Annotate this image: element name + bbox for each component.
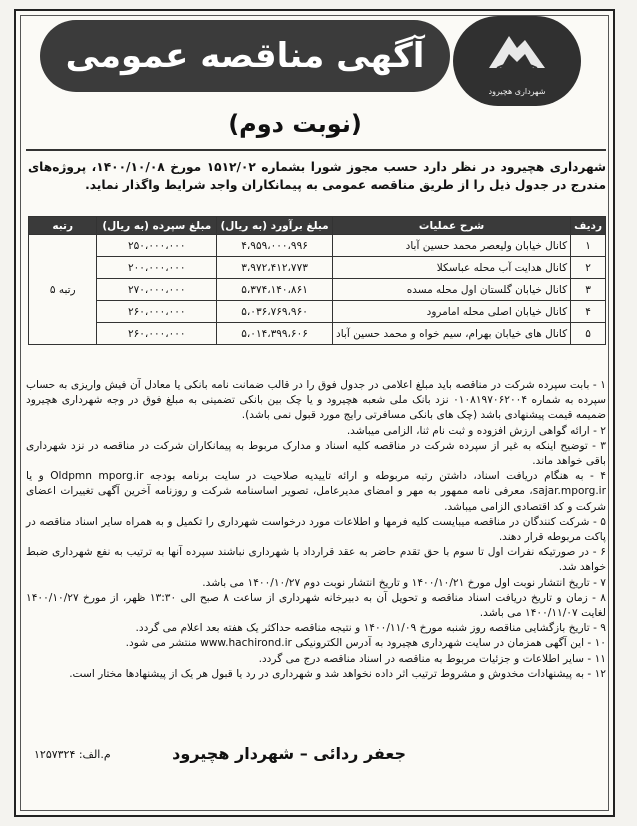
notice-header [28, 16, 588, 108]
row-estimate: ۳،۹۷۲،۴۱۲،۷۷۳ [217, 257, 333, 279]
row-estimate: ۴،۹۵۹،۰۰۰،۹۹۶ [217, 235, 333, 257]
mountain-icon [487, 28, 547, 72]
table-row [29, 301, 606, 323]
intro-paragraph: شهرداری هچیرود در نظر دارد حسب مجوز شورا بشماره ۱۵۱۲/۰۲ مورخ ۱۴۰۰/۱۰/۰۸، پروژه‌های مندرج در جدول ذیل را از طریق مناقصه عمومی به پیمانکاران واجد شرایط واگذار نماید. [28, 160, 606, 192]
row-description: کانال هدایت آب محله عباسکلا [333, 257, 571, 279]
notice-footer [26, 744, 606, 774]
term-item: ۷ - تاریخ انتشار نوبت اول مورخ ۱۴۰۰/۱۰/۲۱ و تاریخ انتشار نوبت دوم ۱۴۰۰/۱۰/۲۷ می باشد. [202, 576, 606, 589]
term-item: ۴ - به هنگام دریافت اسناد، داشتن رتبه مربوطه و ارائه تاییدیه صلاحیت در سایت برنامه بودجه Oldpmn mporg.ir و یا sajar.mporg.ir، معرفی نامه ممهور به مهر و امضای مدیرعامل، تصویر اساسنامه شرکت و روزنامه آخرین آگهی تغییرات اعضای شرکت و کد اقتصادی الزامی میباشد. [26, 470, 606, 513]
row-estimate: ۵،۳۷۴،۱۴۰،۸۶۱ [217, 279, 333, 301]
col-rank-header: رتبه [29, 217, 97, 235]
col-row-header: ردیف [571, 217, 606, 235]
table-header-row [29, 217, 606, 235]
term-item: ۲ - ارائه گواهی ارزش افزوده و ثبت نام ثنا، الزامی میباشد. [346, 424, 606, 437]
term-item: ۱۲ - به پیشنهادات مخدوش و مشروط ترتیب اثر داده نخواهد شد و شهرداری در رد یا قبول هر یک از پیشنهادها مختار است. [69, 667, 606, 680]
row-deposit: ۲۷۰،۰۰۰،۰۰۰ [97, 279, 217, 301]
row-deposit: ۲۰۰،۰۰۰،۰۰۰ [97, 257, 217, 279]
table-row [29, 235, 606, 257]
row-description: کانال خیابان ولیعصر محمد حسین آباد [333, 235, 571, 257]
row-deposit: ۲۶۰،۰۰۰،۰۰۰ [97, 323, 217, 345]
table-row [29, 257, 606, 279]
row-deposit: ۲۶۰،۰۰۰،۰۰۰ [97, 301, 217, 323]
municipality-logo [453, 16, 581, 106]
term-item: ۵ - شرکت کنندگان در مناقصه میبایست کلیه فرمها و اطلاعات مورد درخواست شهرداری را تکمیل و به همراه سایر اسناد مناقصه در پاکت مربوطه قرار دهند. [26, 515, 606, 544]
term-item: ۶ - در صورتیکه نفرات اول تا سوم با حق تقدم حاضر به عقد قرارداد با شهرداری نباشند سپرده آنها به ترتیب به نفع شهرداری ضبط خواهد شد. [26, 546, 606, 574]
contractor-rank: رتبه ۵ [29, 235, 97, 345]
term-item: ۳ - توضیح اینکه به غیر از سپرده شرکت در مناقصه کلیه اسناد و مدارک مربوط به پیمانکاران شرکت در مناقصه در نزد شهرداری باقی خواهد ماند. [26, 439, 606, 468]
col-deposit-header: مبلغ سپرده (به ریال) [97, 217, 217, 235]
row-number: ۴ [571, 301, 606, 323]
row-description: کانال خیابان گلستان اول محله مسده [333, 279, 571, 301]
row-deposit: ۲۵۰،۰۰۰،۰۰۰ [97, 235, 217, 257]
projects-table [28, 216, 606, 345]
row-number: ۲ [571, 257, 606, 279]
col-estimate-header: مبلغ برآورد (به ریال) [217, 217, 333, 235]
row-number: ۳ [571, 279, 606, 301]
row-description: کانال های خیابان بهرام، سیم خواه و محمد حسین آباد [333, 323, 571, 345]
term-item: ۱۰ - این آگهی همزمان در سایت شهرداری هچیرود به آدرس الکترونیکی www.hachirond.ir منتشر می شود. [125, 637, 606, 650]
terms-list [26, 378, 606, 682]
row-estimate: ۵،۰۳۶،۷۶۹،۹۶۰ [217, 301, 333, 323]
row-description: کانال خیابان اصلی محله امامرود [333, 301, 571, 323]
logo-caption: شهرداری هچیرود [488, 87, 546, 96]
row-estimate: ۵،۰۱۴،۳۹۹،۶۰۶ [217, 323, 333, 345]
term-item: ۱۱ - سایر اطلاعات و جزئیات مربوط به مناقصه در اسناد مناقصه درج می گردد. [258, 652, 606, 665]
term-item: ۸ - زمان و تاریخ دریافت اسناد مناقصه و تحویل آن به دبیرخانه شهرداری از ساعت ۸ صبح الی ۱۳:۳۰ ظهر، از مورخ ۱۴۰۰/۱۰/۲۷ لغایت ۱۴۰۰/۱۱/۰۷ می باشد. [26, 591, 606, 620]
row-number: ۱ [571, 235, 606, 257]
ad-code: م.الف: ۱۲۵۷۳۲۴ [34, 748, 111, 761]
title-banner [40, 20, 450, 92]
row-number: ۵ [571, 323, 606, 345]
notice-round: (نوبت دوم) [228, 110, 362, 138]
term-item: ۹ - تاریخ بازگشایی مناقصه روز شنبه مورخ ۱۴۰۰/۱۱/۰۹ و نتیجه مناقصه حداکثر یک هفته بعد اعلام می گردد. [135, 622, 606, 635]
term-item: ۱ - بابت سپرده شرکت در مناقصه باید مبلغ اعلامی در جدول فوق را در قالب ضمانت نامه بانکی یا معادل آن فیش واریزی به حساب سپرده به شماره ۰۱۰۸۱۹۷۰۶۲۰۰۴ نزد بانک ملی شعبه هچیرود و یا چک بین بانکی تضمینی به مبلغ فوق در وجه شهرداری هچیرود ضمیمه قیمت پیشنهادی باشد (چک های بانکی مسافرتی رایج مورد قبول نمی باشد). [26, 379, 607, 422]
header-divider [26, 149, 606, 151]
notice-title: آگهی مناقصه عمومی [65, 36, 425, 76]
mayor-signature: جعفر ردائی – شهردار هچیرود [172, 744, 406, 763]
table-row [29, 323, 606, 345]
table-row [29, 279, 606, 301]
col-desc-header: شرح عملیات [333, 217, 571, 235]
